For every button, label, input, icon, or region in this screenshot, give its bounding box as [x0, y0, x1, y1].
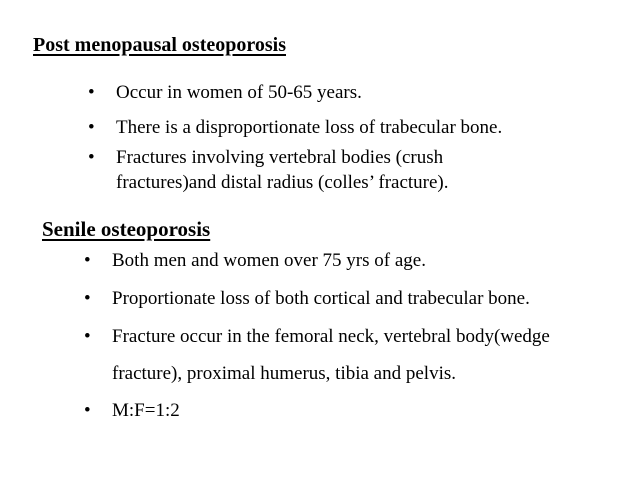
- bullet-text: There is a disproportionate loss of trabecular bone.: [116, 117, 503, 138]
- bullet-dot-icon: •: [84, 400, 91, 421]
- bullet-dot-icon: •: [88, 147, 95, 168]
- bullet-text: Fracture occur in the femoral neck, vertebral body(wedge: [112, 326, 550, 347]
- bullet-text: Fractures involving vertebral bodies (crush: [116, 147, 444, 168]
- bullet-dot-icon: •: [84, 250, 91, 271]
- bullet-dot-icon: •: [84, 288, 91, 309]
- bullet-text: M:F=1:2: [112, 400, 180, 421]
- section-heading-senile: Senile osteoporosis: [42, 217, 211, 241]
- bullet-continuation-text: fracture), proximal humerus, tibia and pelvis.: [112, 363, 457, 384]
- bullet-dot-icon: •: [88, 117, 95, 138]
- bullet-dot-icon: •: [84, 326, 91, 347]
- bullet-text: Both men and women over 75 yrs of age.: [112, 250, 426, 271]
- bullet-continuation-text: fractures)and distal radius (colles’ fracture).: [116, 172, 449, 193]
- bullet-text: Occur in women of 50-65 years.: [116, 82, 362, 103]
- bullet-dot-icon: •: [88, 82, 95, 103]
- bullet-text: Proportionate loss of both cortical and trabecular bone.: [112, 288, 530, 309]
- section-heading-postmenopausal: Post menopausal osteoporosis: [33, 34, 286, 56]
